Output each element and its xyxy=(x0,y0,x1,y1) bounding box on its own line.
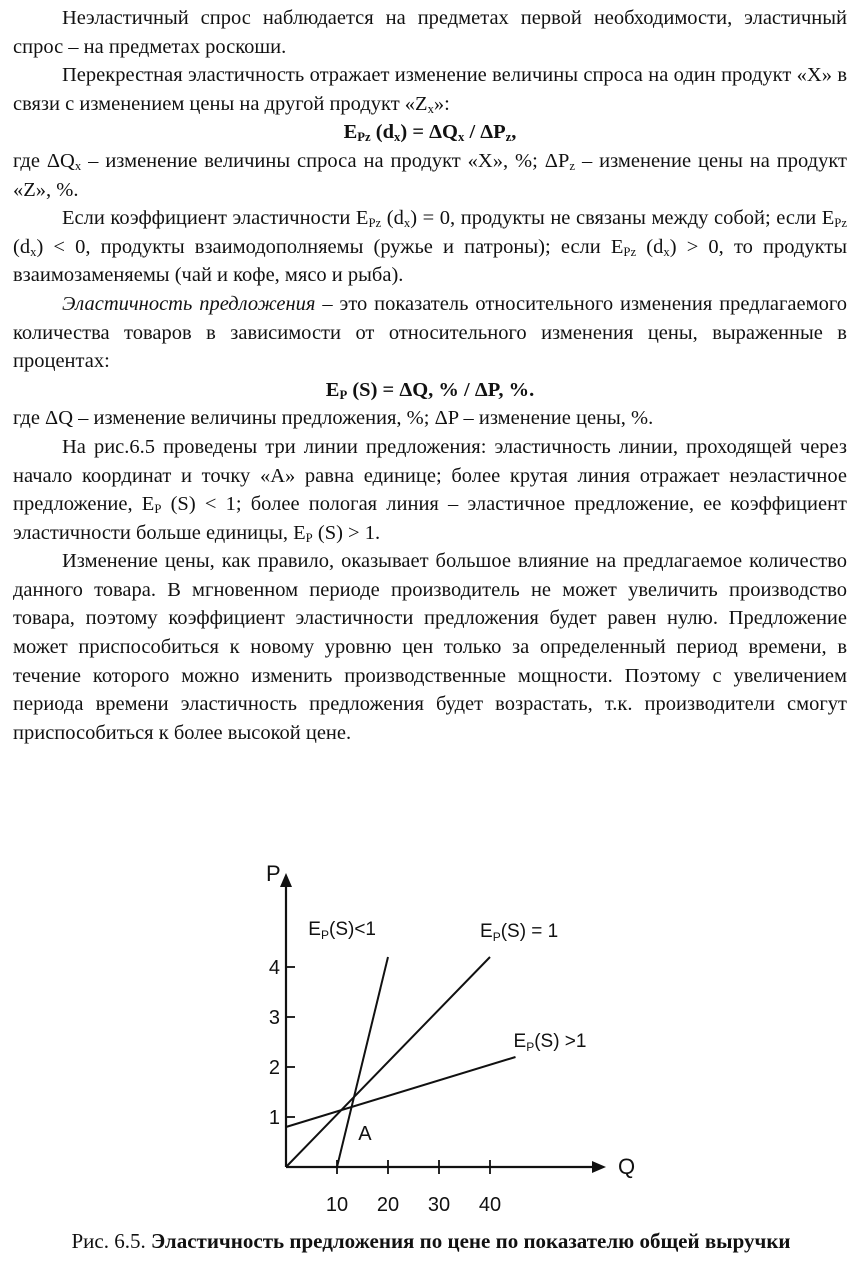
text: Если коэффициент эластичности E xyxy=(62,207,369,230)
figure-caption xyxy=(0,1228,862,1255)
text: (d xyxy=(636,235,664,258)
text: – изменение цены на продукт «Z», %. xyxy=(13,149,847,201)
subscript: x xyxy=(427,101,434,116)
text: (d xyxy=(13,235,31,258)
subscript: P xyxy=(339,387,348,402)
subscript: x xyxy=(30,244,37,259)
text: E xyxy=(343,121,358,144)
text: Перекрестная эластичность отражает изменение величины спроса на один продукт «X» в связи с изменением цены на другой продукт «Z xyxy=(13,64,847,115)
text: ) = 0, продукты не связаны между собой; если E xyxy=(410,207,835,230)
text: (d xyxy=(370,121,395,144)
chart-svg xyxy=(200,855,680,1223)
text: (S) = ΔQ, % / ΔP, %. xyxy=(347,378,535,401)
text: – это показатель относительного изменения предлагаемого количества товаров в зависимости от относительного изменения цены, выраженные в процентах: xyxy=(13,292,847,373)
y-tick-label: 4 xyxy=(268,957,280,979)
series-label: $E_P(S) >1$ xyxy=(513,1031,587,1054)
text: (S) > 1. xyxy=(312,521,381,544)
subscript: z xyxy=(569,159,575,174)
text: ) > 0, то продукты взаимозаменяемы (чай и кофе, мясо и рыба). xyxy=(13,235,848,287)
point-a-label: A xyxy=(358,1123,372,1145)
x-axis-label: Q xyxy=(618,1154,636,1179)
supply-line xyxy=(286,1057,516,1127)
y-tick-label: 1 xyxy=(268,1107,280,1129)
supply-line xyxy=(286,957,490,1167)
paragraph: Неэластичный спрос наблюдается на предметах первой необходимости, эластичный спрос – на предметах роскоши. xyxy=(13,7,847,58)
paragraph xyxy=(13,290,847,376)
subscript: x xyxy=(403,216,411,231)
term-supply-elasticity: Эластичность предложения xyxy=(62,292,316,315)
text: где ΔQ xyxy=(13,149,75,172)
x-tick-label: 20 xyxy=(376,1194,400,1216)
y-tick-label: 2 xyxy=(268,1057,280,1079)
text: (S) < 1; более пологая линия – эластичное предложение, ее коэффициент эластичности больше единицы, E xyxy=(13,493,847,544)
formula-cross-elasticity xyxy=(13,118,847,147)
x-axis-arrow xyxy=(592,1161,606,1173)
text: »: xyxy=(433,92,450,115)
subscript: Pz xyxy=(834,216,847,231)
text: – изменение величины спроса на продукт «X», %; ΔP xyxy=(81,149,570,172)
supply-elasticity-chart xyxy=(200,855,680,1223)
subscript: P xyxy=(154,502,162,517)
subscript: x xyxy=(663,244,670,259)
subscript: x xyxy=(457,130,465,145)
series-label: $E_P(S)<1$ xyxy=(308,919,376,942)
x-tick-label: 30 xyxy=(427,1194,451,1216)
subscript: Pz xyxy=(623,244,637,259)
subscript: Pz xyxy=(357,130,371,145)
text: / ΔP xyxy=(464,121,506,144)
text-body xyxy=(13,4,847,747)
subscript: Pz xyxy=(368,216,382,231)
text: (d xyxy=(381,207,404,230)
text: , xyxy=(511,121,517,144)
caption-prefix: Рис. 6.5. xyxy=(71,1229,151,1253)
paragraph: где ΔQ – изменение величины предложения, %; ΔP – изменение цены, %. xyxy=(13,407,654,430)
y-tick-label: 3 xyxy=(268,1007,280,1029)
paragraph: Изменение цены, как правило, оказывает большое влияние на предлагаемое количество данного товара. В мгновенном периоде производитель не может увеличить производство товара, поэтому коэффициент эластичности предложения будет равен нулю. Предложение может приспособиться к новому уровню цен только за определенный период времени, в течение которого можно изменить производственные мощности. Поэтому с увеличением периода времени эластичность предложения будет возрастать, т.к. производители смогут приспособиться к более высокой цене. xyxy=(13,550,847,744)
text: E xyxy=(325,378,340,401)
text: На рис.6.5 проведены три линии предложения: эластичность линии, проходящей через начало координат и точку «А» равна единице; более крутая линия отражает неэластичное предложение, E xyxy=(13,435,847,516)
x-tick-label: 40 xyxy=(478,1194,502,1216)
subscript: z xyxy=(505,130,512,145)
x-tick-label: 10 xyxy=(325,1194,349,1216)
text: ) = ΔQ xyxy=(400,121,458,144)
subscript: x xyxy=(394,130,401,145)
paragraph xyxy=(13,147,847,204)
paragraph xyxy=(13,433,847,547)
caption-title: Эластичность предложения по цене по показателю общей выручки xyxy=(150,1229,791,1253)
paragraph xyxy=(13,61,847,118)
y-axis-label: P xyxy=(266,861,281,886)
text: ) < 0, продукты взаимодополняемы (ружье и патроны); если E xyxy=(36,235,624,258)
formula-supply-elasticity xyxy=(13,376,847,405)
series-label: $E_P(S) = 1$ xyxy=(480,921,559,944)
y-axis-arrow xyxy=(280,873,292,887)
paragraph xyxy=(13,204,847,290)
subscript: P xyxy=(305,530,313,545)
subscript: x xyxy=(74,159,82,174)
